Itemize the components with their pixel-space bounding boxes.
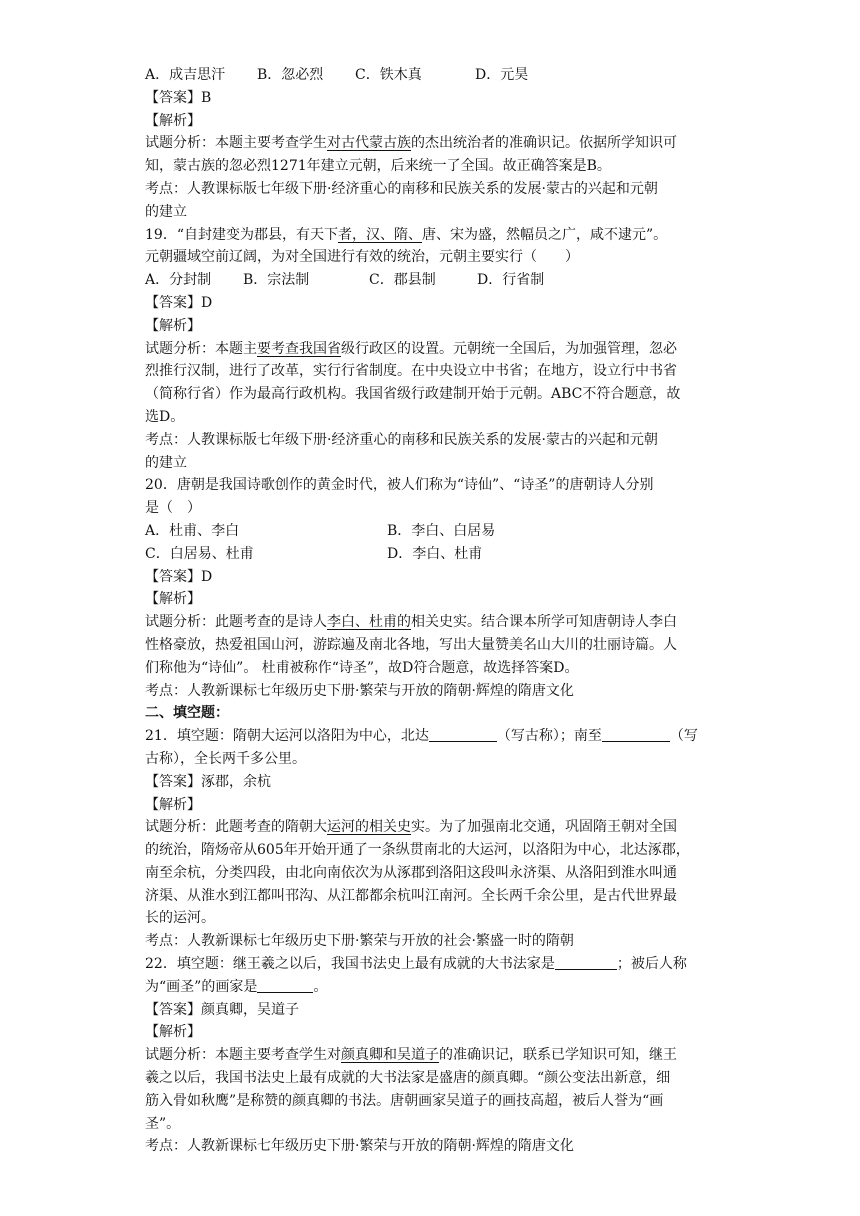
q19-knowledge-point: 考点：人教课标版七年级下册·经济重心的南移和民族关系的发展·蒙古的兴起和元朝: [145, 431, 658, 448]
q19-option-b: B．宗法制: [243, 272, 310, 289]
q21-analysis-line: 济渠、从淮水到江都叫邗沟、从江都都余杭叫江南河。全长两千余公里，是古代世界最: [145, 887, 677, 904]
q21-analysis-line: 长的运河。: [145, 910, 215, 927]
q21-blank-2: [602, 726, 670, 742]
q21-analysis-line: 的统治，隋炀帝从605年开始开通了一条纵贯南北的大运河，以洛阳为中心，北达涿郡，: [145, 842, 690, 859]
q22-analysis-line: 试题分析：本题主要考查学生对颜真卿和吴道子的准确识记，联系已学知识可知，继王: [145, 1047, 677, 1064]
q20-option-a: A．杜甫、李白: [145, 522, 240, 539]
q19-options: [145, 269, 725, 292]
q19-option-c: C．郡县制: [369, 272, 436, 289]
q22-answer: 【答案】颜真卿，吴道子: [145, 1001, 299, 1018]
document-page: [145, 64, 725, 1158]
q19-knowledge-point: 的建立: [145, 454, 187, 471]
q22-knowledge-point: 考点：人教新课标七年级历史下册·繁荣与开放的隋朝·辉煌的隋唐文化: [145, 1138, 574, 1155]
q19-analysis-line: （简称行省）作为最高行政机构。我国省级行政建制开始于元朝。ABC不符合题意，故: [145, 386, 681, 403]
q20-option-c: C．白居易、杜甫: [145, 545, 254, 562]
q21-answer: 【答案】涿郡，余杭: [145, 773, 271, 790]
q21-blank-1: [429, 726, 497, 742]
q21-stem: 古称），全长两千多公里。: [145, 750, 306, 767]
q22-analysis-line: 羲之以后，我国书法史上最有成就的大书法家是盛唐的颜真卿。“颜公变法出新意，细: [145, 1070, 671, 1087]
section-heading: 二、填空题：: [145, 705, 229, 722]
q18-option-c: C．铁木真: [355, 67, 422, 83]
q21-analysis-line: 南至余杭，分类四段，由北向南依次为从涿郡到洛阳这段叫永济渠、从洛阳到淮水叫通: [145, 864, 677, 881]
q18-option-a: A．成吉思汗: [145, 67, 226, 83]
q19-analysis-line: 试题分析：本题主要考查我国省级行政区的设置。元朝统一全国后，为加强管理，忽必: [145, 340, 677, 357]
q19-analysis-label: 【解析】: [145, 317, 201, 334]
q20-analysis-line: 试题分析：此题考查的是诗人李白、杜甫的相关史实。结合课本所学可知唐朝诗人李白: [145, 614, 677, 631]
q21-stem: 21．填空题：隋朝大运河以洛阳为中心，北达 （写古称）；南至 （写: [145, 728, 698, 745]
q20-answer: 【答案】D: [145, 568, 213, 585]
q20-options-row: [145, 543, 725, 566]
q20-option-b: B．李白、白居易: [387, 522, 496, 539]
q18-option-d: D．元昊: [475, 67, 529, 83]
q19-option-a: A．分封制: [145, 272, 212, 289]
q21-knowledge-point: 考点：人教新课标七年级历史下册·繁荣与开放的社会·繁盛一时的隋朝: [145, 933, 574, 950]
q20-stem: 20．唐朝是我国诗歌创作的黄金时代，被人们称为“诗仙”、“诗圣”的唐朝诗人分别: [145, 477, 654, 494]
q18-answer: 【答案】B: [145, 89, 212, 106]
q19-answer: 【答案】D: [145, 294, 213, 311]
q19-stem: 19．“自封建变为郡县，有天下者，汉、隋、唐、宋为盛，然幅员之广，咸不逮元”。: [145, 226, 668, 243]
q18-options: [145, 64, 725, 87]
q22-stem: 22．填空题：继王羲之以后，我国书法史上最有成就的大书法家是 ；被后人称: [145, 956, 687, 973]
q20-options-row: [145, 520, 725, 543]
q20-analysis-label: 【解析】: [145, 591, 201, 608]
q18-analysis-line: 知，蒙古族的忽必烈1271年建立元朝，后来统一了全国。故正确答案是B。: [145, 158, 611, 175]
q18-knowledge-point: 的建立: [145, 203, 187, 220]
q22-analysis-line: 筋入骨如秋鹰”是称赞的颜真卿的书法。唐朝画家吴道子的画技高超，被后人誉为“画: [145, 1092, 664, 1109]
q22-blank-2: [257, 977, 313, 993]
q20-stem: 是（ ）: [145, 500, 201, 517]
q22-analysis-label: 【解析】: [145, 1024, 201, 1041]
q18-knowledge-point: 考点：人教课标版七年级下册·经济重心的南移和民族关系的发展·蒙古的兴起和元朝: [145, 180, 658, 197]
q21-analysis-line: 试题分析：此题考查的隋朝大运河的相关史实。为了加强南北交通，巩固隋王朝对全国: [145, 819, 677, 836]
q20-option-d: D．李白、杜甫: [387, 545, 483, 562]
q18-option-b: B．忽必烈: [257, 67, 324, 83]
q20-analysis-line: 性格豪放，热爱祖国山河，游踪遍及南北各地，写出大量赞美名山大川的壮丽诗篇。人: [145, 636, 677, 653]
q20-analysis-line: 们称他为“诗仙”。 杜甫被称作“诗圣”，故D符合题意，故选择答案D。: [145, 659, 579, 676]
q22-stem: 为“画圣”的画家是 。: [145, 978, 328, 995]
q19-option-d: D．行省制: [477, 272, 545, 289]
q22-blank-1: [555, 954, 617, 970]
q19-analysis-line: 烈推行汉制，进行了改革，实行行省制度。在中央设立中书省；在地方，设立行中书省: [145, 363, 677, 380]
q18-analysis-line: 试题分析：本题主要考查学生对古代蒙古族的杰出统治者的准确识记。依据所学知识可: [145, 135, 677, 152]
q22-analysis-line: 圣”。: [145, 1115, 181, 1132]
q21-analysis-label: 【解析】: [145, 796, 201, 813]
q18-analysis-label: 【解析】: [145, 112, 201, 129]
q20-knowledge-point: 考点：人教新课标七年级历史下册·繁荣与开放的隋朝·辉煌的隋唐文化: [145, 682, 574, 699]
q19-stem: 元朝疆域空前辽阔，为对全国进行有效的统治，元朝主要实行（ ）: [145, 249, 579, 266]
q19-analysis-line: 选D。: [145, 408, 185, 425]
